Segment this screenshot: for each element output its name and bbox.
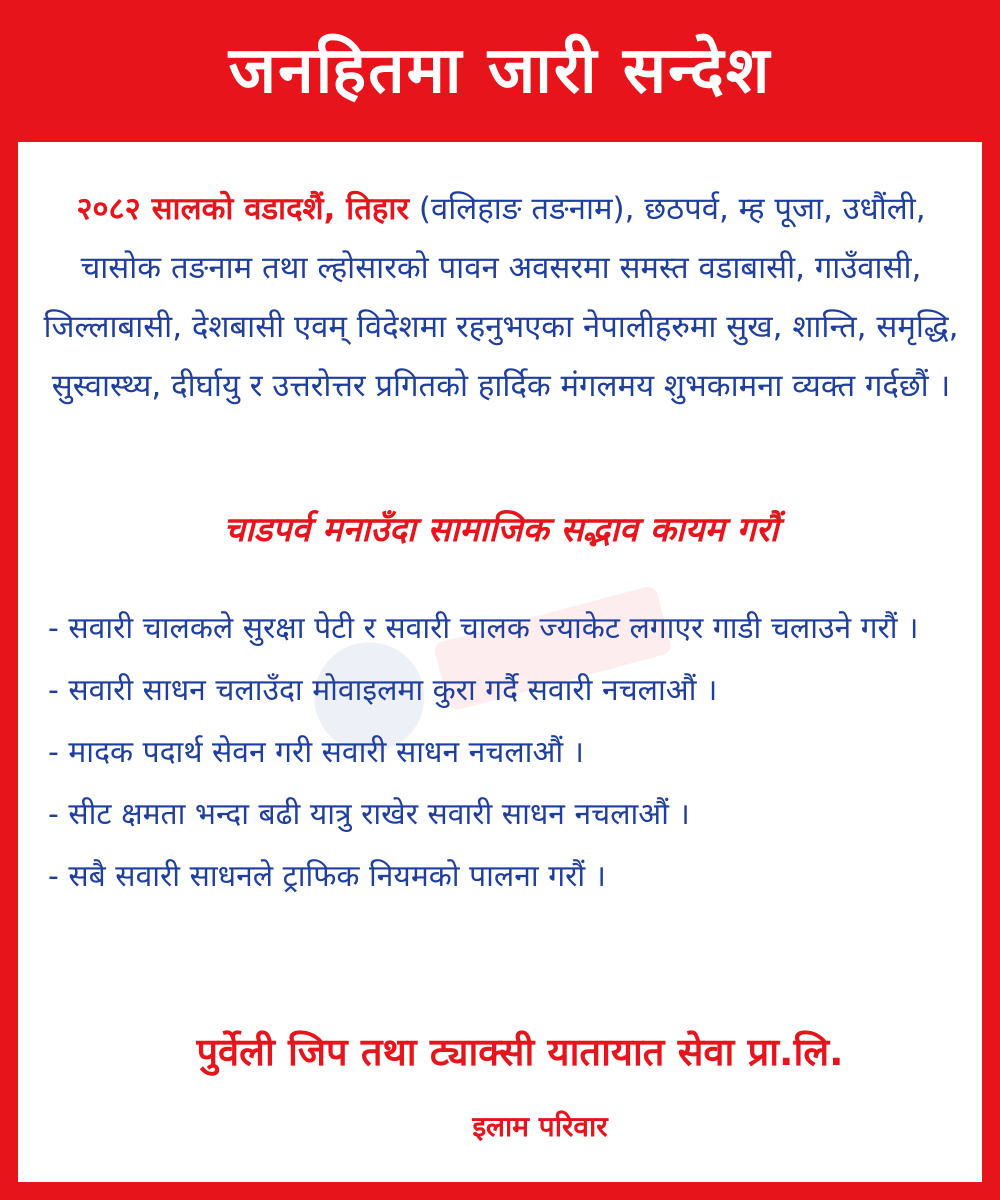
greeting-body: (वलिहाङ तङनाम), छठपर्व, म्ह पूजा, उधौंली, चासोक तङनाम तथा ल्होसारको पावन अवसरमा समस्त वडाबासी, गाउँवासी, जिल्लाबासी, देशबासी एवम् विदेशमा रहनुभएका नेपालीहरुमा सुख, शान्ति, समृद्धि, सुस्वास्थ्य, दीर्घायु र उत्तरोत्तर प्रगितको हार्दिक मंगलमय शुभकामना व्यक्त गर्दछौं ।	[43, 191, 959, 404]
safety-rules-list	[48, 598, 968, 908]
safety-rule: - मादक पदार्थ सेवन गरी सवारी साधन नचलाऔं ।	[48, 735, 585, 770]
greeting-lead: २०८२ सालको वडादशैं, तिहार	[76, 191, 410, 227]
greeting-paragraph	[36, 180, 966, 416]
organization-name: पुर्वेली जिप तथा ट्याक्सी यातायात सेवा प्रा.लि.	[196, 1030, 844, 1074]
safety-rule: - सबै सवारी साधनले ट्राफिक नियमको पालना गरौं ।	[48, 859, 607, 894]
safety-rule: - सवारी साधन चलाउँदा मोवाइलमा कुरा गर्दै सवारी नचलाऔं ।	[48, 673, 718, 708]
festival-slogan: चाडपर्व मनाउँदा सामाजिक सद्भाव कायम गरौं	[223, 510, 779, 550]
safety-rule: - सवारी चालकले सुरक्षा पेटी र सवारी चालक ज्याकेट लगाएर गाडी चलाउने गरौं ।	[48, 611, 919, 646]
notice-header	[0, 0, 1000, 142]
safety-rule: - सीट क्षमता भन्दा बढी यात्रु राखेर सवारी साधन नचलाऔं ।	[48, 797, 690, 832]
organization-family: इलाम परिवार	[472, 1110, 608, 1143]
notice-title: जनहितमा जारी सन्देश	[228, 34, 772, 108]
